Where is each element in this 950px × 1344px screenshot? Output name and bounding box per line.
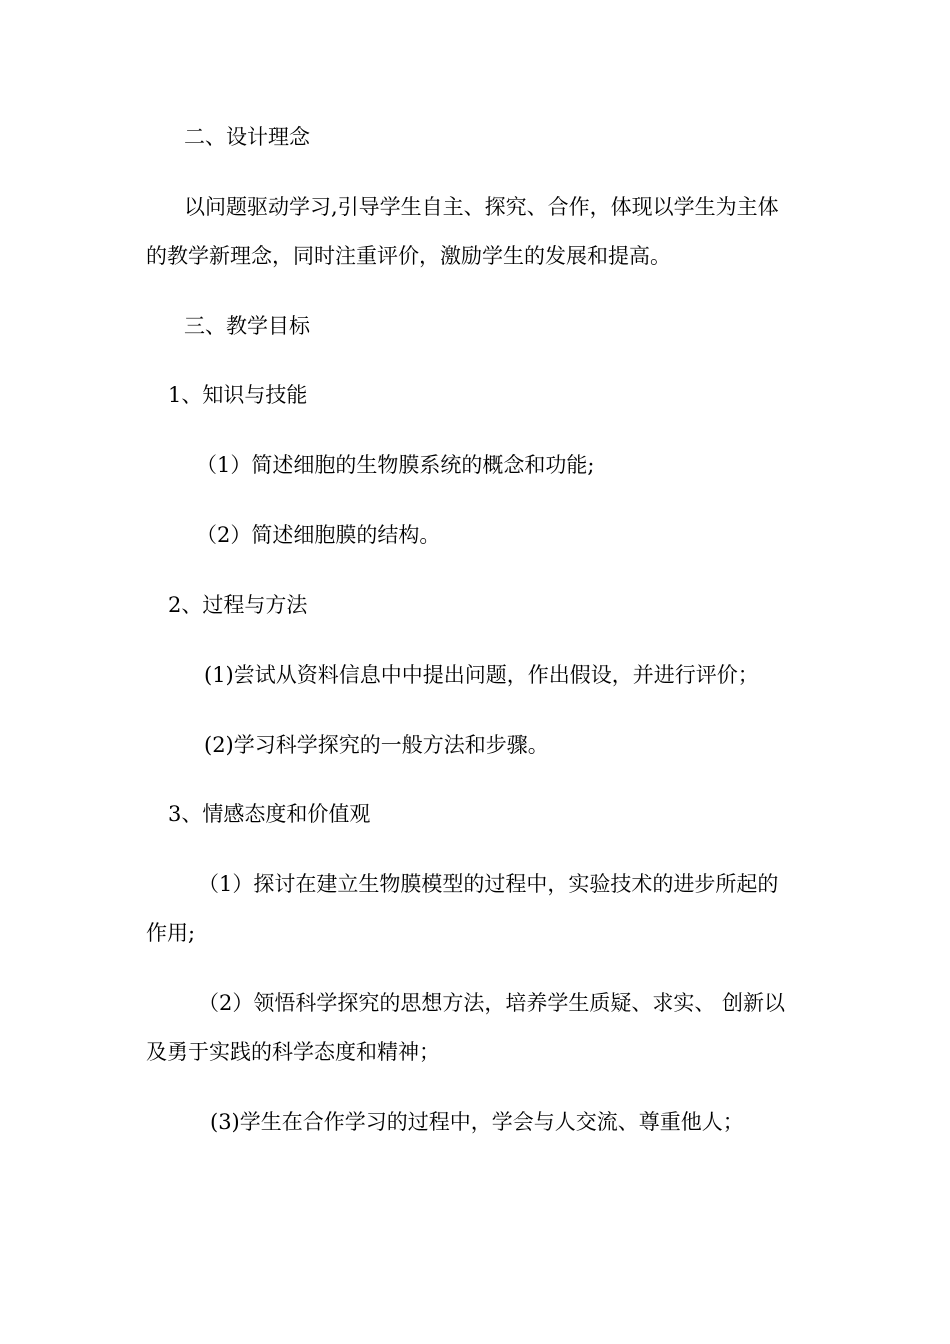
attitude-item-2-line-1: （2）领悟科学探究的思想方法，培养学生质疑、求实、 创新以 bbox=[198, 991, 786, 1015]
attitude-values-heading: 3、情感态度和价值观 bbox=[168, 802, 371, 826]
knowledge-item-2: （2）简述细胞膜的结构。 bbox=[196, 523, 441, 547]
process-item-2: (2)学习科学探究的一般方法和步骤。 bbox=[204, 733, 549, 757]
attitude-item-3: (3)学生在合作学习的过程中，学会与人交流、尊重他人； bbox=[210, 1110, 744, 1134]
knowledge-skills-heading: 1、知识与技能 bbox=[168, 383, 308, 407]
attitude-item-2-line-2: 及勇于实践的科学态度和精神； bbox=[146, 1040, 440, 1064]
design-concept-heading: 二、设计理念 bbox=[184, 125, 310, 149]
process-method-heading: 2、过程与方法 bbox=[168, 593, 308, 617]
process-item-1: (1)尝试从资料信息中中提出问题，作出假设，并进行评价； bbox=[204, 663, 759, 687]
design-concept-body-line-1: 以问题驱动学习,引导学生自主、探究、合作，体现以学生为主体 bbox=[184, 195, 779, 219]
design-concept-body-line-2: 的教学新理念，同时注重评价，激励学生的发展和提高。 bbox=[146, 244, 671, 268]
attitude-item-1-line-1: （1）探讨在建立生物膜模型的过程中，实验技术的进步所起的 bbox=[198, 872, 779, 896]
teaching-goals-heading: 三、教学目标 bbox=[184, 314, 310, 338]
attitude-item-1-line-2: 作用; bbox=[146, 921, 196, 945]
knowledge-item-1: （1）简述细胞的生物膜系统的概念和功能; bbox=[196, 453, 595, 477]
